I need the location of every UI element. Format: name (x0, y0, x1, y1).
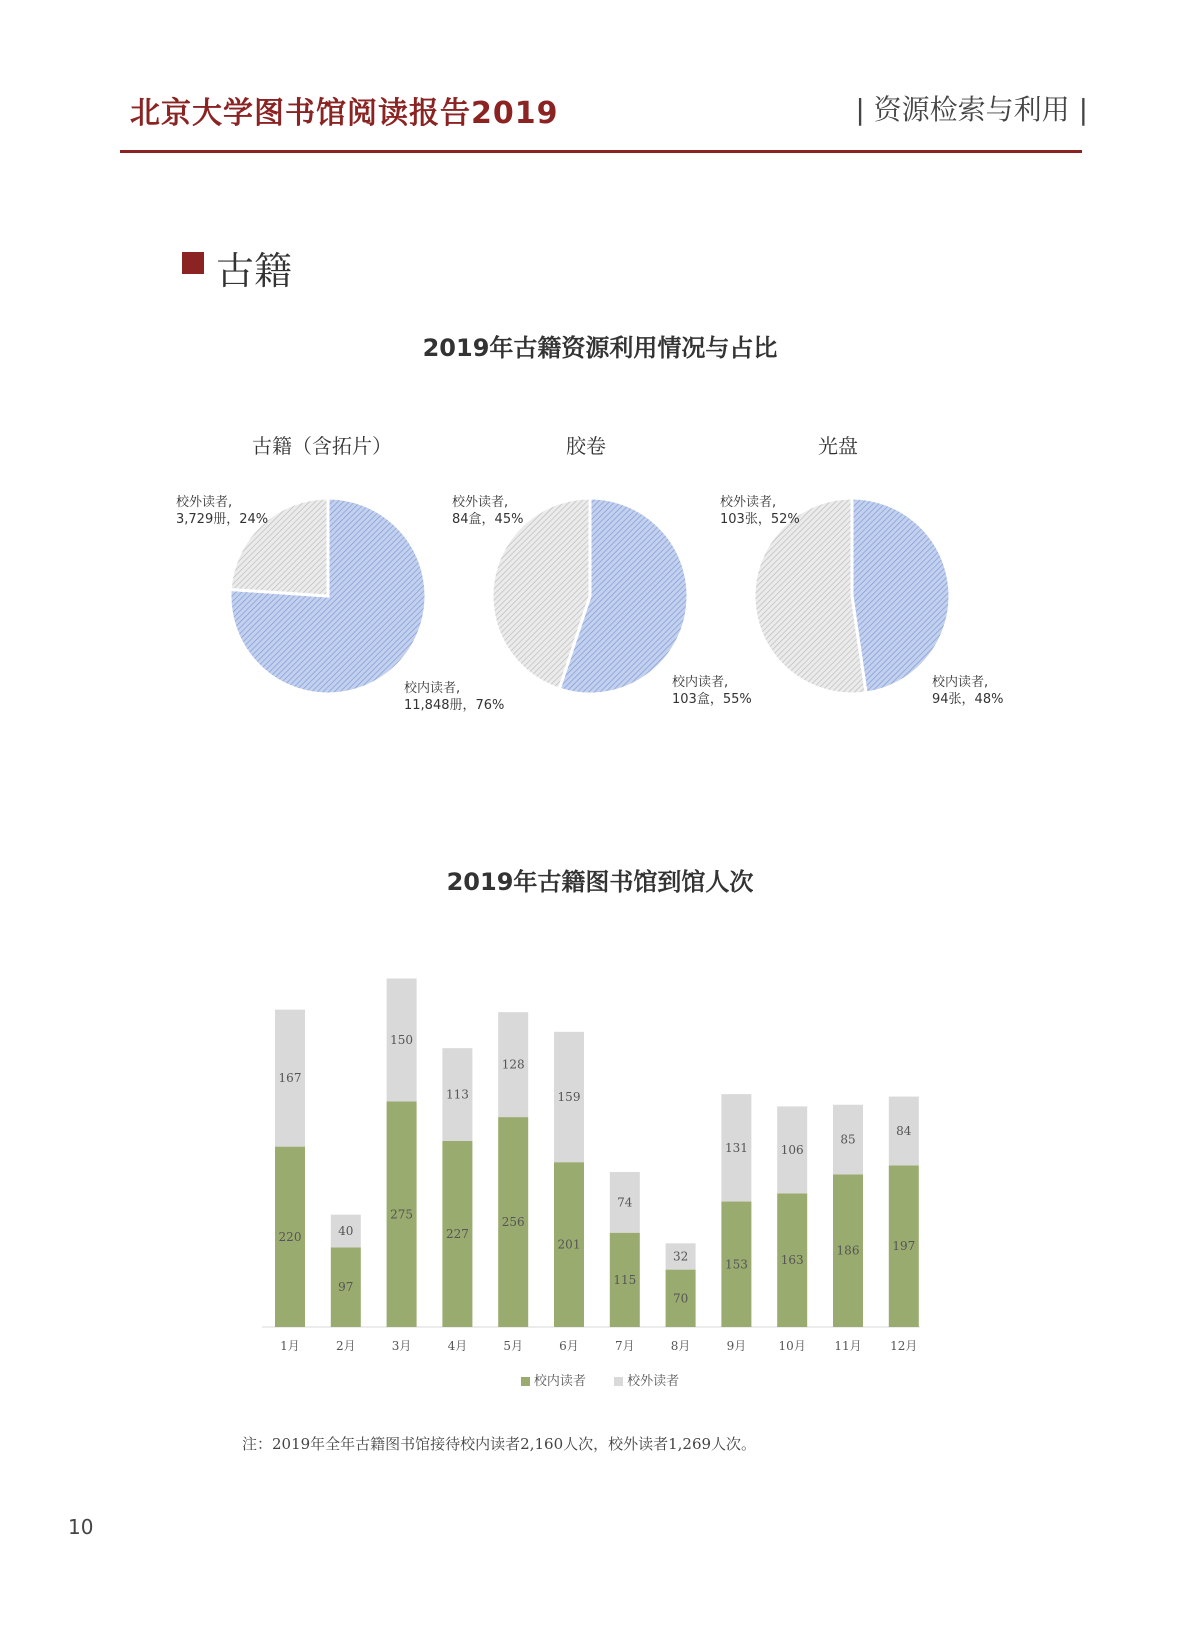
data-label-inside: 275 (390, 1207, 414, 1222)
x-tick-label: 5月 (503, 1339, 524, 1353)
data-label-outside: 159 (557, 1089, 581, 1104)
legend-swatch-outside (614, 1377, 623, 1386)
section-header: | 资源检索与利用 | (855, 93, 1088, 126)
data-label-outside: 84 (896, 1124, 912, 1139)
pie-label-name: 校外读者, (452, 495, 509, 510)
legend-label-outside: 校外读者 (627, 1374, 680, 1389)
data-label-inside: 186 (836, 1243, 860, 1258)
legend-swatch-inside (521, 1377, 530, 1386)
x-tick-label: 8月 (670, 1339, 691, 1353)
data-label-inside: 197 (892, 1239, 916, 1254)
data-label-inside: 115 (613, 1272, 637, 1287)
data-label-inside: 220 (278, 1229, 302, 1244)
x-tick-label: 7月 (614, 1339, 635, 1353)
data-label-outside: 40 (338, 1224, 354, 1239)
data-label-inside: 256 (501, 1215, 525, 1230)
pie-label-name: 校内读者, (932, 675, 989, 690)
x-tick-label: 6月 (559, 1339, 579, 1353)
data-label-inside: 227 (445, 1226, 469, 1241)
pie-title-ancient-books: 古籍（含拓片） (252, 434, 392, 458)
x-tick-label: 9月 (726, 1339, 747, 1353)
x-tick-label: 11月 (834, 1339, 862, 1353)
pie-label-name: 校外读者, (720, 495, 777, 510)
section-title: 古籍 (216, 249, 293, 293)
data-label-outside: 128 (501, 1057, 525, 1072)
page-number: 10 (68, 1515, 94, 1539)
data-label-outside: 32 (672, 1249, 689, 1264)
data-label-outside: 106 (780, 1142, 804, 1157)
pie-slice-2-inside (852, 498, 950, 693)
pie-label-inside-1 (672, 674, 752, 708)
x-tick-label: 2月 (335, 1339, 356, 1353)
x-tick-label: 3月 (391, 1339, 412, 1353)
data-label-inside: 97 (338, 1280, 354, 1295)
data-label-outside: 131 (724, 1140, 748, 1155)
bar-legend (0, 1370, 1200, 1389)
data-label-outside: 167 (278, 1071, 302, 1086)
header-divider (120, 150, 1082, 153)
pie-label-outside-2 (720, 494, 800, 528)
report-title: 北京大学图书馆阅读报告2019 (130, 96, 559, 131)
pie-label-value: 103张，52% (720, 512, 800, 527)
pie-label-value: 103盒，55% (672, 692, 752, 707)
bar-chart-title: 2019年古籍图书馆到馆人次 (446, 868, 754, 896)
pie-label-outside-1 (452, 494, 523, 528)
pie-label-name: 校内读者, (672, 675, 729, 690)
x-tick-label: 12月 (890, 1339, 918, 1353)
data-label-inside: 153 (724, 1257, 748, 1272)
pie-label-value: 84盒，45% (452, 512, 524, 527)
pie-label-inside-2 (932, 674, 1003, 708)
legend-item-inside (521, 1374, 590, 1389)
pie-label-name: 校内读者, (404, 681, 461, 696)
data-label-outside: 85 (840, 1132, 856, 1147)
x-tick-label: 10月 (778, 1339, 806, 1353)
pie-label-outside-0 (176, 494, 268, 528)
pie-label-value: 94张，48% (932, 692, 1004, 707)
footnote: 注：2019年全年古籍图书馆接待校内读者2,160人次，校外读者1,269人次。 (242, 1435, 757, 1453)
data-label-inside: 163 (780, 1253, 804, 1268)
pie-label-value: 11,848册，76% (404, 698, 505, 713)
data-label-outside: 113 (445, 1087, 469, 1102)
pie-label-inside-0 (404, 680, 504, 714)
pie-label-name: 校外读者, (176, 495, 233, 510)
section-marker-icon (182, 252, 204, 274)
data-label-inside: 201 (557, 1237, 581, 1252)
data-label-outside: 74 (617, 1195, 633, 1210)
pie-label-value: 3,729册，24% (176, 512, 269, 527)
data-label-outside: 150 (390, 1033, 414, 1047)
pie-title-disc: 光盘 (818, 434, 858, 458)
pie-group-title: 2019年古籍资源利用情况与占比 (422, 334, 778, 362)
x-tick-label: 1月 (280, 1339, 300, 1353)
pie-title-microfilm: 胶卷 (566, 434, 606, 458)
legend-item-outside (614, 1374, 679, 1389)
x-tick-label: 4月 (447, 1339, 468, 1353)
data-label-inside: 70 (672, 1291, 689, 1306)
legend-label-inside: 校内读者 (533, 1374, 586, 1389)
bar-chart (0, 960, 1200, 1380)
